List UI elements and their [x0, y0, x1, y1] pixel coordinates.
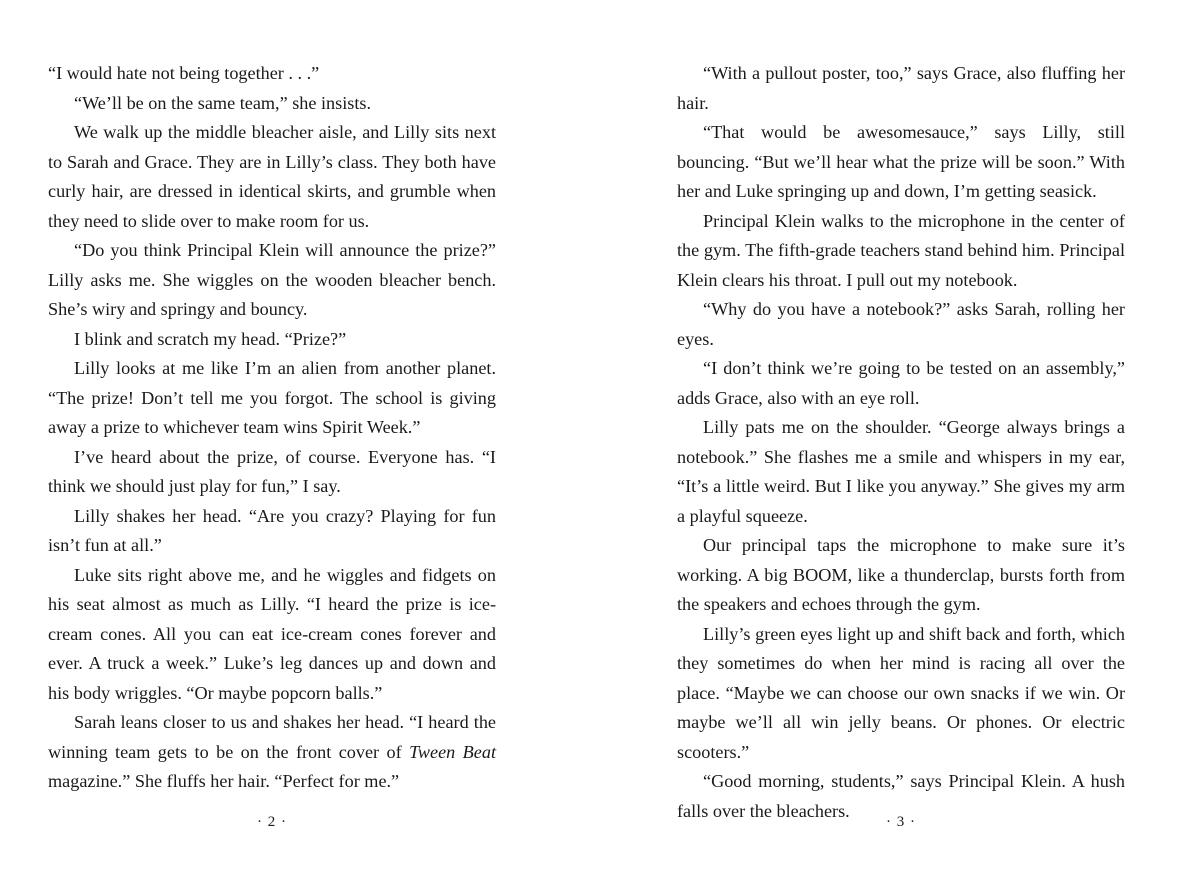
paragraph: “Good morning, students,” says Principal Klein. A hush falls over the bleachers. [677, 771, 1125, 821]
text-run: magazine.” She fluffs her hair. “Perfect for me.” [48, 771, 400, 791]
paragraph: “Do you think Principal Klein will announce the prize?” Lilly asks me. She wiggles on the wooden bleacher bench. She’s wiry and springy and bouncy. [48, 240, 496, 319]
paragraph: “I don’t think we’re going to be tested on an assembly,” adds Grace, also with an eye roll. [677, 358, 1125, 408]
paragraph: I’ve heard about the prize, of course. Everyone has. “I think we should just play for fun,” I say. [48, 446, 496, 496]
paragraph: Lilly pats me on the shoulder. “George always brings a notebook.” She flashes me a smile and whispers in my ear, “It’s a little weird. But I like you anyway.” She gives my arm a playful squeeze. [677, 417, 1125, 526]
paragraph: We walk up the middle bleacher aisle, and Lilly sits next to Sarah and Grace. They are in Lilly’s class. They both have curly hair, are dressed in identical skirts, and grumble when they need to slide over to make room for us. [48, 122, 496, 231]
paragraph: “Why do you have a notebook?” asks Sarah, rolling her eyes. [677, 299, 1125, 349]
paragraph: Lilly shakes her head. “Are you crazy? Playing for fun isn’t fun at all.” [48, 505, 496, 555]
left-page [48, 59, 496, 797]
magazine-title: Tween Beat [409, 741, 496, 762]
page-number-right: · 3 · [886, 814, 916, 830]
paragraph-with-italic-title [48, 708, 496, 797]
paragraph: I blink and scratch my head. “Prize?” [74, 328, 347, 349]
page-number-left: · 2 · [257, 814, 287, 830]
paragraph: Lilly looks at me like I’m an alien from another planet. “The prize! Don’t tell me you forgot. The school is giving away a prize to whichever team wins Spirit Week.” [48, 358, 496, 437]
text-run: Sarah leans closer to us and shakes her head. “I heard the winning team gets to be on the front cover of [48, 712, 496, 762]
paragraph: Lilly’s green eyes light up and shift back and forth, which they sometimes do when her mind is racing all over the place. “Maybe we can choose our own snacks if we win. Or maybe we’ll all win jelly beans. Or phones. Or electric scooters.” [677, 623, 1125, 762]
paragraph: Our principal taps the microphone to make sure it’s working. A big BOOM, like a thunderclap, bursts forth from the speakers and echoes through the gym. [677, 535, 1125, 614]
paragraph: “We’ll be on the same team,” she insists. [74, 92, 372, 113]
right-page [677, 59, 1125, 826]
paragraph: Luke sits right above me, and he wiggles and fidgets on his seat almost as much as Lilly. “I heard the prize is ice-cream cones. All you can eat ice-cream cones forever and ever. A truck a week.” Luke’s leg dances up and down and his body wriggles. “Or maybe popcorn balls.” [48, 564, 496, 703]
paragraph: Principal Klein walks to the microphone in the center of the gym. The fifth-grade teachers stand behind him. Principal Klein clears his throat. I pull out my notebook. [677, 210, 1125, 290]
paragraph: “That would be awesomesauce,” says Lilly, still bouncing. “But we’ll hear what the prize will be soon.” With her and Luke springing up and down, I’m getting seasick. [677, 122, 1125, 201]
paragraph: “I would hate not being together . . .” [48, 63, 320, 83]
paragraph: “With a pullout poster, too,” says Grace, also fluffing her hair. [677, 63, 1125, 113]
